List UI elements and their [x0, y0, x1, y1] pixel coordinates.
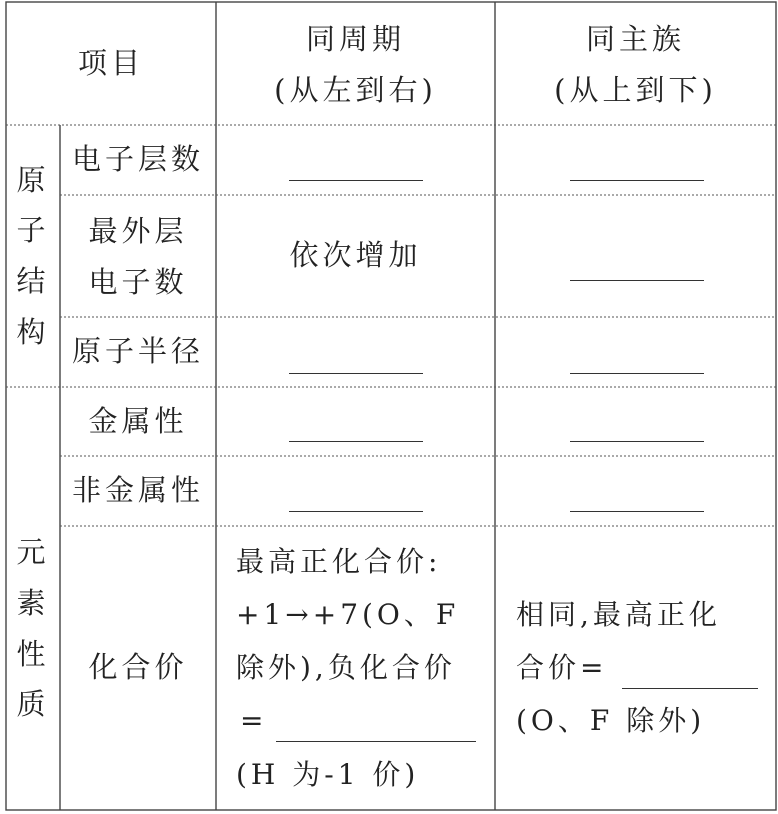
header-same-group: [495, 10, 776, 120]
group-char: 质: [16, 687, 50, 722]
blank-radius-group[interactable]: [570, 373, 704, 374]
group-char: 性: [16, 636, 50, 671]
row-label-outer-electrons: [60, 198, 216, 316]
blank-negative-valence[interactable]: [276, 741, 476, 742]
group-char: 原: [16, 162, 50, 197]
valence-group-line1: 相同,最高正化: [516, 598, 721, 631]
blank-outer-group[interactable]: [570, 280, 704, 281]
group-char: 子: [16, 213, 50, 248]
row-label-text: 原子半径: [71, 334, 204, 369]
valence-period-line5: (H 为-1 价): [236, 758, 420, 791]
header-item: [6, 2, 216, 125]
row-label-nonmetallic: [60, 456, 216, 526]
blank-shells-period[interactable]: [289, 180, 423, 181]
header-group-sub: (从上到下): [554, 73, 717, 107]
row-label-text: 电子层数: [71, 142, 204, 177]
header-same-period: [216, 10, 495, 120]
row-label-shells: [60, 125, 216, 195]
valence-period-line4: =: [240, 704, 268, 737]
group-char: 构: [16, 314, 50, 349]
header-period-sub: (从左到右): [274, 73, 437, 107]
valence-period-line1: 最高正化合价:: [236, 545, 442, 578]
row-label-valence: [60, 526, 216, 810]
row-label-text: 化合价: [88, 650, 188, 685]
row-label-text: 电子数: [88, 265, 188, 299]
header-group-title: 同主族: [585, 22, 685, 57]
header-item-label: 项目: [77, 45, 144, 80]
blank-metallic-period[interactable]: [289, 441, 423, 442]
valence-group-line2: 合价=: [516, 651, 608, 684]
group-label-atomic-structure: [6, 125, 60, 387]
header-period-title: 同周期: [305, 22, 405, 57]
row-label-metallic: [60, 387, 216, 456]
group-char: 结: [16, 264, 50, 298]
valence-group-line3: (O、F 除外): [516, 704, 706, 737]
blank-max-valence-group[interactable]: [622, 688, 758, 689]
blank-nonmetallic-group[interactable]: [570, 511, 704, 512]
valence-period-line2: +1→+7(O、F: [236, 598, 460, 631]
cell-text: 依次增加: [289, 238, 422, 272]
blank-shells-group[interactable]: [570, 180, 704, 181]
row-label-text: 金属性: [88, 403, 188, 438]
group-char: 元: [16, 535, 50, 569]
blank-metallic-group[interactable]: [570, 441, 704, 442]
row-label-text: 最外层: [88, 214, 188, 249]
row-label-radius: [60, 317, 216, 387]
outer-electrons-period-value: [216, 195, 495, 317]
blank-radius-period[interactable]: [289, 373, 423, 374]
blank-nonmetallic-period[interactable]: [289, 511, 423, 512]
group-char: 素: [16, 585, 50, 620]
valence-period-line3: 除外),负化合价: [236, 651, 456, 684]
row-label-text: 非金属性: [71, 473, 204, 508]
group-label-element-properties: [6, 387, 60, 810]
